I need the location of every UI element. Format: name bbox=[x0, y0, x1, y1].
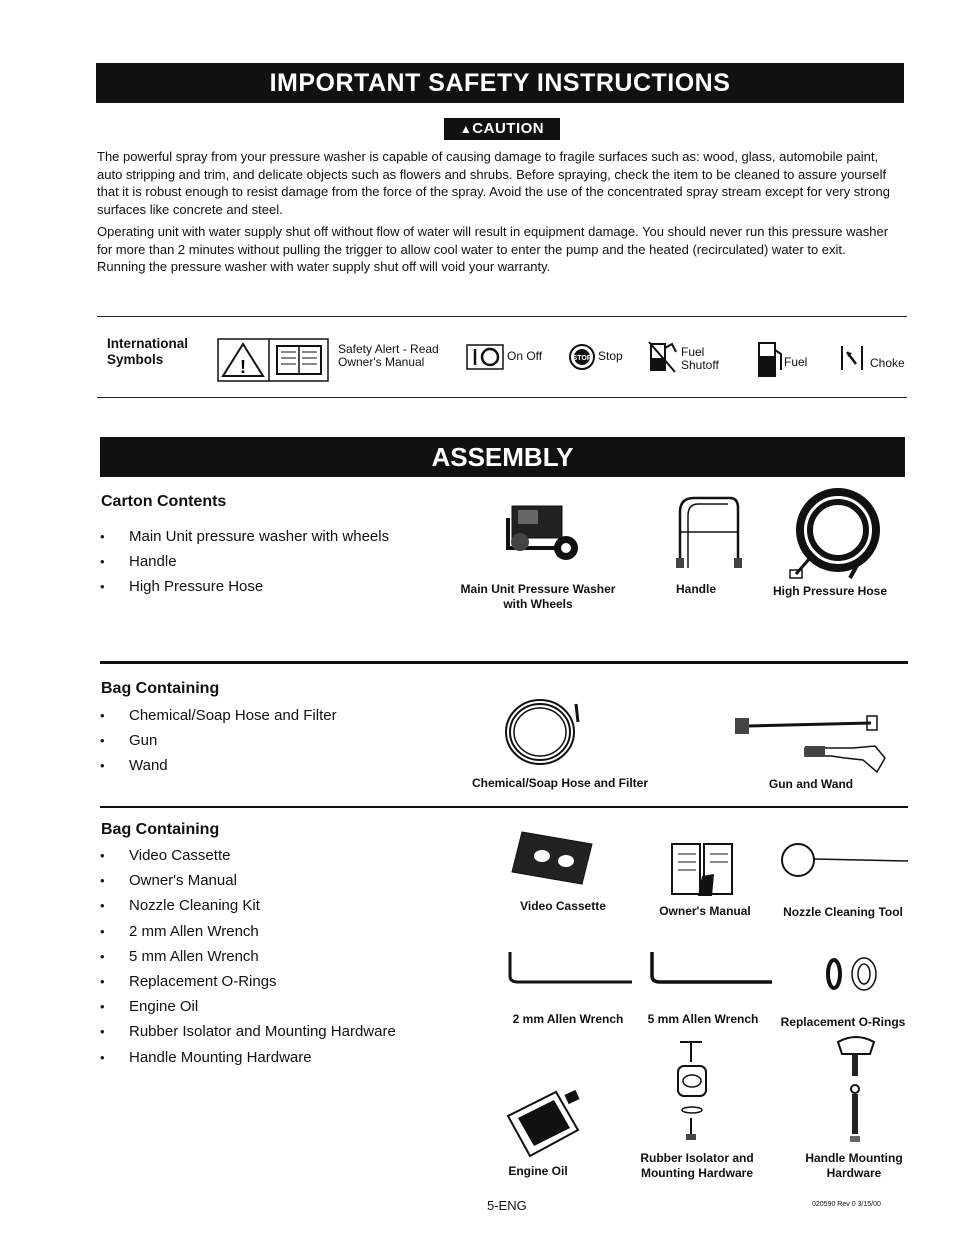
handle-mounting-hardware-icon bbox=[832, 1034, 880, 1146]
safety-alert-line2: Owner's Manual bbox=[338, 355, 425, 369]
caption-engine-oil: Engine Oil bbox=[508, 1164, 568, 1178]
safety-title: IMPORTANT SAFETY INSTRUCTIONS bbox=[96, 63, 904, 103]
list-item: • Owner's Manual bbox=[100, 868, 440, 893]
svg-text:STOP: STOP bbox=[572, 355, 592, 362]
fuel-shutoff-icon bbox=[648, 340, 678, 374]
caption-rubber-isolator-line1: Rubber Isolator and bbox=[640, 1151, 754, 1165]
list-item: • Rubber Isolator and Mounting Hardware bbox=[100, 1019, 440, 1044]
caption-handle-hardware-line2: Hardware bbox=[826, 1166, 882, 1180]
caution-label: CAUTION bbox=[472, 120, 545, 137]
engine-oil-icon bbox=[506, 1086, 590, 1162]
symbols-heading bbox=[107, 336, 207, 368]
caption-wrench-2mm: 2 mm Allen Wrench bbox=[512, 1012, 624, 1026]
stop-label: Stop bbox=[598, 349, 623, 363]
allen-wrench-2mm-icon bbox=[506, 950, 634, 986]
carton-contents-title: Carton Contents bbox=[101, 493, 227, 510]
symbols-heading-line2: Symbols bbox=[107, 352, 164, 367]
list-item: • Nozzle Cleaning Kit bbox=[100, 893, 440, 918]
gun-wand-icon bbox=[735, 712, 895, 774]
nozzle-cleaning-tool-icon bbox=[780, 842, 910, 878]
caption-handle-hardware bbox=[792, 1151, 916, 1181]
high-pressure-hose-icon bbox=[790, 490, 890, 582]
safety-alert-label bbox=[338, 343, 439, 369]
assembly-title: ASSEMBLY bbox=[100, 437, 905, 477]
bag1-list bbox=[100, 703, 440, 779]
choke-label: Choke bbox=[870, 356, 905, 370]
list-item: • Wand bbox=[100, 753, 440, 778]
caption-main-unit-line2: with Wheels bbox=[503, 597, 573, 611]
caption-wrench-5mm: 5 mm Allen Wrench bbox=[647, 1012, 759, 1026]
caption-soap-hose: Chemical/Soap Hose and Filter bbox=[471, 776, 649, 790]
owners-manual-icon bbox=[668, 836, 738, 898]
caption-handle: Handle bbox=[675, 582, 716, 596]
caption-rubber-isolator bbox=[628, 1151, 766, 1181]
caption-rubber-isolator-line2: Mounting Hardware bbox=[640, 1166, 753, 1180]
list-item: • Main Unit pressure washer with wheels bbox=[100, 524, 440, 549]
video-cassette-icon bbox=[512, 828, 594, 888]
bag2-list bbox=[100, 843, 440, 1070]
rubber-isolator-icon bbox=[672, 1038, 712, 1144]
caption-manual: Owner's Manual bbox=[659, 904, 751, 918]
stop-icon bbox=[569, 344, 595, 370]
caution-paragraph-1: The powerful spray from your pressure washer is capable of causing damage to fragile surfaces such as: wood, glass, automobile paint, auto stripping and trim, and delicate objects such as flowers and shrubs. Before spraying, check the item to be cleaned to assure yourself that it is robust enough to resist damage from the force of the spray. Avoid the use of the concentrated spray stream except for very strong surfaces like concrete and steel. bbox=[97, 149, 890, 217]
fuel-shutoff-line1: Fuel bbox=[681, 345, 705, 359]
caption-hose: High Pressure Hose bbox=[772, 584, 888, 598]
list-item: • Handle Mounting Hardware bbox=[100, 1045, 440, 1070]
list-item: • Engine Oil bbox=[100, 994, 440, 1019]
fuel-shutoff-line2: Shutoff bbox=[681, 358, 719, 372]
list-item: • Replacement O-Rings bbox=[100, 969, 440, 994]
fuel-shutoff-label bbox=[681, 346, 719, 372]
safety-alert-manual-icon bbox=[217, 338, 329, 382]
handle-icon bbox=[668, 492, 744, 572]
warning-triangle-icon: ▲ bbox=[459, 122, 473, 136]
caption-main-unit bbox=[446, 582, 630, 612]
caption-nozzle-tool: Nozzle Cleaning Tool bbox=[783, 905, 903, 919]
document-code: 020590 Rev 0 3/15/00 bbox=[812, 1201, 881, 1208]
list-item: • 2 mm Allen Wrench bbox=[100, 919, 440, 944]
divider bbox=[100, 806, 908, 808]
divider bbox=[97, 397, 907, 398]
page-number: 5-ENG bbox=[487, 1198, 527, 1213]
caption-orings: Replacement O-Rings bbox=[780, 1015, 906, 1029]
soap-hose-icon bbox=[498, 694, 588, 774]
caution-paragraph-2: Operating unit with water supply shut off without flow of water will result in equipment damage. You should never run this pressure washer for more than 2 minutes without pulling the trigger to allow cool water to enter the pump and the heated (recirculated) water to exit. Running the pressure washer with water supply shut off will void your warranty. bbox=[97, 224, 889, 274]
list-item: • High Pressure Hose bbox=[100, 574, 440, 599]
list-item: • Chemical/Soap Hose and Filter bbox=[100, 703, 440, 728]
fuel-icon bbox=[757, 340, 783, 378]
caption-video: Video Cassette bbox=[520, 899, 606, 913]
fuel-label: Fuel bbox=[784, 355, 808, 369]
divider bbox=[97, 316, 907, 317]
o-rings-icon bbox=[824, 956, 884, 996]
symbols-heading-line1: International bbox=[107, 336, 189, 351]
caption-handle-hardware-line1: Handle Mounting bbox=[805, 1151, 903, 1165]
allen-wrench-5mm-icon bbox=[648, 950, 774, 986]
on-off-icon bbox=[466, 344, 504, 370]
list-item: • 5 mm Allen Wrench bbox=[100, 944, 440, 969]
list-item: • Handle bbox=[100, 549, 440, 574]
svg-text:!: ! bbox=[240, 357, 246, 377]
list-item: • Video Cassette bbox=[100, 843, 440, 868]
bag1-title: Bag Containing bbox=[101, 680, 220, 697]
safety-alert-line1: Safety Alert - Read bbox=[338, 342, 439, 356]
caption-gun-wand: Gun and Wand bbox=[768, 777, 854, 791]
list-item: • Gun bbox=[100, 728, 440, 753]
divider bbox=[100, 661, 908, 664]
caption-main-unit-line1: Main Unit Pressure Washer bbox=[460, 582, 616, 596]
on-off-label: On Off bbox=[507, 349, 543, 363]
bag2-title: Bag Containing bbox=[101, 821, 220, 838]
choke-icon bbox=[840, 344, 866, 372]
pressure-washer-icon bbox=[500, 498, 580, 568]
caution-badge bbox=[444, 118, 560, 140]
carton-contents-list bbox=[100, 524, 440, 600]
